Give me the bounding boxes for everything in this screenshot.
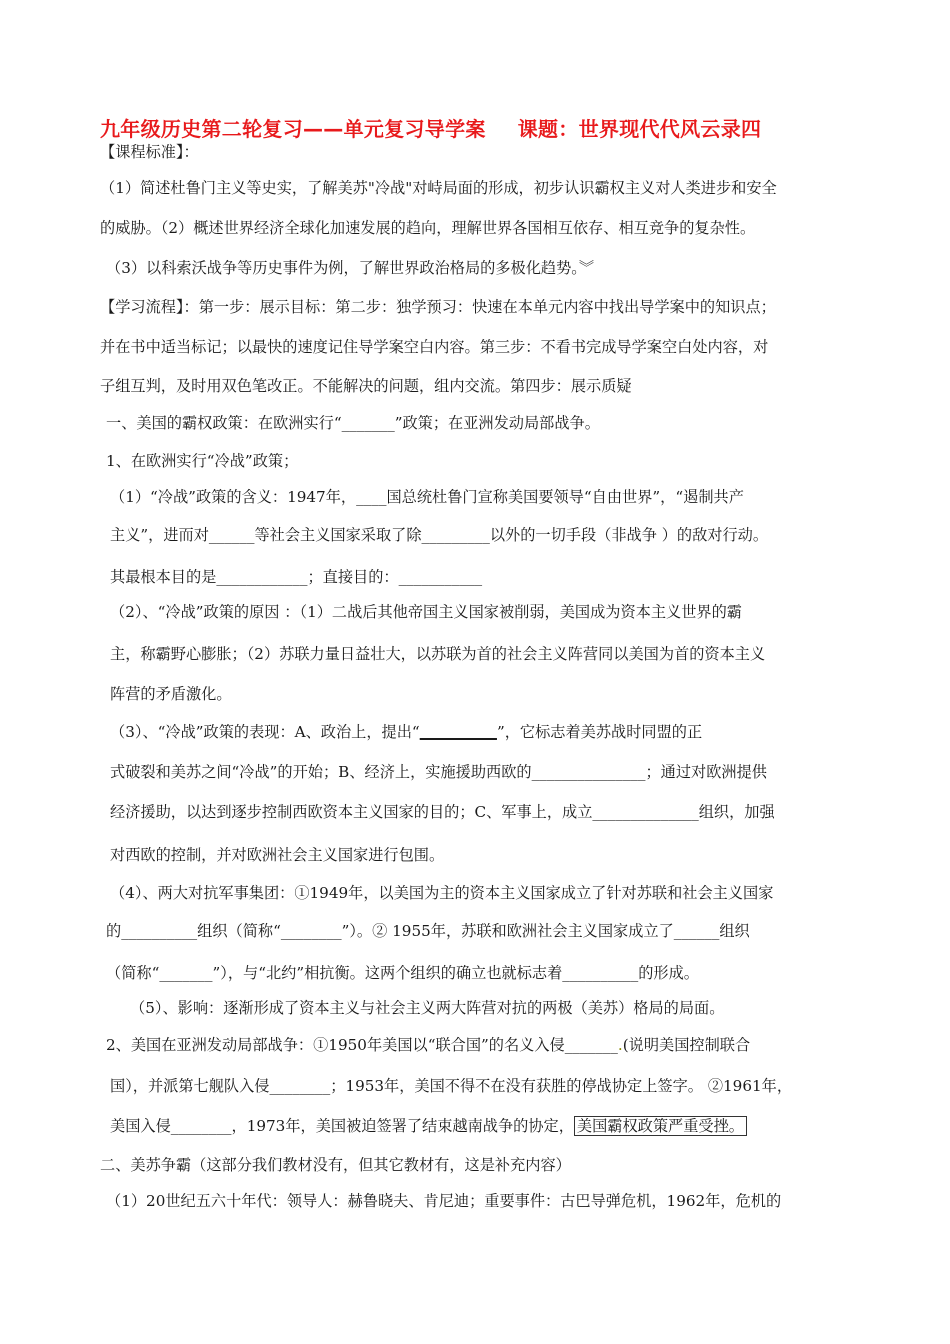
title-main: 九年级历史第二轮复习——单元复习导学案 <box>100 117 486 141</box>
paragraph-line: （3）以科索沃战争等历史事件为例，了解世界政治格局的多极化趋势。︾ <box>106 259 595 277</box>
heading-section-1: 一、美国的霸权政策：在欧洲实行“_______”政策；在亚洲发动局部战争。 <box>106 414 600 432</box>
paragraph-line <box>110 722 702 742</box>
title-topic: 课题：世界现代代风云录四 <box>517 117 762 141</box>
paragraph-line: 其最根本目的是____________；直接目的：___________ <box>110 568 483 586</box>
boxed-emphasis: 美国霸权政策严重受挫。 <box>574 1116 747 1136</box>
paragraph-line: 主，称霸野心膨胀；（2）苏联力量日益壮大，以苏联为首的社会主义阵营同以美国为首的资本主义 <box>110 645 766 663</box>
paragraph-line: （4）、两大对抗军事集团：①1949年，以美国为主的资本主义国家成立了针对苏联和社会主义国家 <box>110 884 774 902</box>
line-text: （3）、“冷战”政策的表现：A、政治上，提出“ <box>110 723 420 741</box>
olive-mark: . <box>617 1036 623 1054</box>
paragraph-line: （1）简述杜鲁门主义等史实，了解美苏"冷战"对峙局面的形成，初步认识霸权主义对人类进步和安全 <box>100 179 777 197</box>
paragraph-line: 阵营的矛盾激化。 <box>110 685 232 703</box>
paragraph-line: 子组互判，及时用双色笔改正。不能解决的问题，组内交流。第四步：展示质疑 <box>100 377 632 395</box>
paragraph-line: 式破裂和美苏之间“冷战”的开始；B、经济上，实施援助西欧的_______________；通过对欧洲提供 <box>110 763 767 781</box>
paragraph-line: 的__________组织（简称“________”）。② 1955年，苏联和欧洲社会主义国家成立了______组织 <box>106 922 750 940</box>
paragraph-line: （2）、“冷战”政策的原因 ：（1）二战后其他帝国主义国家被削弱，美国成为资本主义世界的霸 <box>110 603 742 621</box>
page-title <box>100 113 860 142</box>
heading-subsection-1: 1、在欧洲实行“冷战”政策； <box>106 452 299 470</box>
paragraph-line: 经济援助，以达到逐步控制西欧资本主义国家的目的；C、军事上，成立______________组织，加强 <box>110 803 775 821</box>
paragraph-line: 的威胁。（2）概述世界经济全球化加速发展的趋向，理解世界各国相互依存、相互竞争的复杂性。 <box>100 219 756 237</box>
heading-subsection-2 <box>106 1035 750 1055</box>
section-header-process: 【学习流程】：第一步：展示目标：第二步：独学预习：快速在本单元内容中找出导学案中的知识点； <box>100 298 776 316</box>
paragraph-line: 并在书中适当标记；以最快的速度记住导学案空白内容。第三步：不看书完成导学案空白处内容，对 <box>100 338 769 356</box>
paragraph-line: 国），并派第七舰队入侵________；1953年，美国不得不在没有获胜的停战协定上签字。 ②1961年， <box>110 1077 793 1095</box>
paragraph-line: （简称“_______”），与“北约”相抗衡。这两个组织的确立也就标志着__________的形成。 <box>106 964 699 982</box>
paragraph-line: （1）“冷战”政策的含义：1947年，____国总统杜鲁门宣称美国要领导“自由世界”，“遏制共产 <box>110 488 744 506</box>
line-text: ”，它标志着美苏战时同盟的正 <box>496 723 703 741</box>
paragraph-line: （5）、影响：逐渐形成了资本主义与社会主义两大阵营对抗的两极（美苏）格局的局面。 <box>130 999 725 1017</box>
heading-section-2: 二、美苏争霸（这部分我们教材没有，但其它教材有，这是补充内容） <box>100 1156 571 1174</box>
paragraph-line: 对西欧的控制，并对欧洲社会主义国家进行包围。 <box>110 846 445 864</box>
line-text: 2、美国在亚洲发动局部战争：①1950年美国以“联合国”的名义入侵_______ <box>106 1036 618 1054</box>
line-text: (说明美国控制联合 <box>622 1036 751 1054</box>
paragraph-line: （1）20世纪五六十年代：领导人：赫鲁晓夫、肯尼迪；重要事件：古巴导弹危机，1962年，危机的 <box>106 1192 782 1210</box>
section-header-curriculum: 【课程标准】： <box>100 143 199 161</box>
line-text: 美国入侵________，1973年，美国被迫签署了结束越南战争的协定， <box>110 1117 574 1135</box>
fill-blank <box>420 723 497 741</box>
paragraph-line: 主义”，进而对______等社会主义国家采取了除_________以外的一切手段（非战争 ）的敌对行动。 <box>110 526 769 544</box>
paragraph-line <box>110 1116 747 1136</box>
